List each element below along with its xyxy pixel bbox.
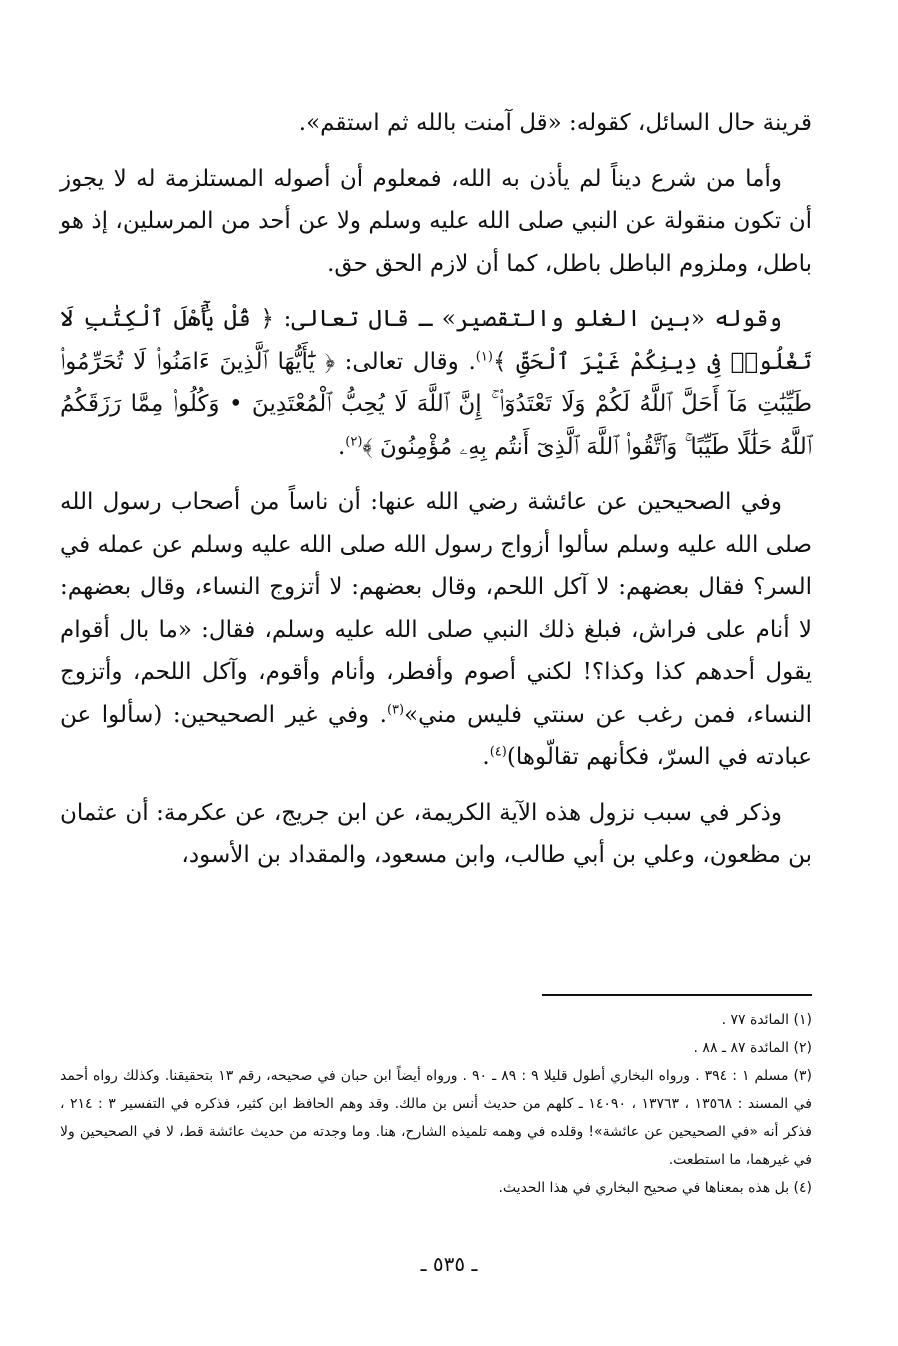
paragraph-3-intro: وقوله «بين الغلو والتقصير» ـ قال تعالى:	[283, 306, 783, 332]
paragraph-3: وقوله «بين الغلو والتقصير» ـ قال تعالى: ﴿ قُلْ يَٰٓأَهْلَ ٱلْكِتَٰبِ لَا تَغْلُوا۟ فِى دِينِكُمْ غَيْرَ ٱلْحَقِّ ﴾$^{(١)}$. وقال تعالى: ﴿ يَٰٓأَيُّهَا ٱلَّذِينَ ءَامَنُوا۟ لَا تُحَرِّمُوا۟ طَيِّبَٰتِ مَآ أَحَلَّ ٱللَّهُ لَكُمْ وَلَا تَعْتَدُوٓا۟ ۚ إِنَّ ٱللَّهَ لَا يُحِبُّ ٱلْمُعْتَدِينَ • وَكُلُوا۟ مِمَّا رَزَقَكُمُ ٱللَّهُ حَلَٰلًا طَيِّبًا ۚ وَٱتَّقُوا۟ ٱللَّهَ ٱلَّذِىٓ أَنتُم بِهِۦ مُؤْمِنُونَ ﴾$^{(٢)}$.	[60, 306, 813, 460]
paragraph-3-mid: . وقال تعالى:	[344, 348, 476, 375]
quran-verse-2: ﴿ يَٰٓأَيُّهَا ٱلَّذِينَ ءَامَنُوا۟ لَا تُحَرِّمُوا۟ طَيِّبَٰتِ مَآ أَحَلَّ ٱللَّهُ لَكُمْ وَلَا تَعْتَدُوٓا۟ ۚ إِنَّ ٱللَّهَ لَا يُحِبُّ ٱلْمُعْتَدِينَ • وَكُلُوا۟ مِمَّا رَزَقَكُمُ ٱللَّهُ حَلَٰلًا طَيِّبًا ۚ وَٱتَّقُوا۟ ٱللَّهَ ٱلَّذِىٓ أَنتُم بِهِۦ مُؤْمِنُونَ ﴾	[60, 348, 812, 460]
footnote-3: (٣) مسلم ١ : ٣٩٤ . ورواه البخاري أطول قليلا ٩ : ٨٩ ـ ٩٠ . ورواه أيضاً ابن حبان في صحيحه، رقم ١٣ بتحقيقنا. وكذلك رواه أحمد في المسند : ١٣٥٦٨ ، ١٣٧٦٣ ، ١٤٠٩٠ ـ كلهم من حديث أنس بن مالك. وقد وهم الحافظ ابن كثير، فذكره في التفسير ٣ : ٢١٤ ، فذكر أنه «في الصحيحين عن عائشة»! وقلده في وهمه تلميذه الشارح، هنا. وما وجدته من حديث عائشة قط، لا في الصحيحين ولا في غيرهما، ما استطعت.	[60, 1068, 813, 1168]
quran-verse-1: ﴿ قُلْ يَٰٓأَهْلَ ٱلْكِتَٰبِ لَا تَغْلُوا۟ فِى دِينِكُمْ غَيْرَ ٱلْحَقِّ ﴾	[60, 306, 813, 375]
footnote-ref-4: (٤)	[489, 744, 507, 760]
footnote-ref-2: (٢)	[345, 433, 363, 449]
footnote-divider	[542, 994, 812, 996]
footnote-ref-3: (٣)	[386, 701, 405, 717]
footnote-2: (٢) المائدة ٨٧ ـ ٨٨ .	[693, 1040, 812, 1056]
paragraph-5: وذكر في سبب نزول هذه الآية الكريمة، عن ابن جريج، عن عكرمة: أن عثمان بن مظعون، وعلي بن أبي طالب، وابن مسعود، والمقداد بن الأسود،	[60, 799, 812, 868]
paragraph-4: وفي الصحيحين عن عائشة رضي الله عنها: أن ناساً من أصحاب رسول الله صلى الله عليه وسلم سألوا أزواج رسول الله صلى الله عليه وسلم عن عمله في السر؟ فقال بعضهم: لا آكل اللحم، وقال بعضهم: لا أتزوج النساء، وقال بعضهم: لا أنام على فراش، فبلغ ذلك النبي صلى الله عليه وسلم، فقال: «ما بال أقوام يقول أحدهم كذا وكذا؟! لكني أصوم وأفطر، وأنام وأقوم، وآكل اللحم، وأتزوج النساء، فمن رغب عن سنتي فليس مني»$^{(٣)}$. وفي غير الصحيحين: (سألوا عن عبادته في السرّ، فكأنهم تقالّوها)$^{(٤)}$.	[60, 489, 812, 770]
paragraph-2: وأما من شرع ديناً لم يأذن به الله، فمعلوم أن أصوله المستلزمة له لا يجوز أن تكون منقولة عن النبي صلى الله عليه وسلم ولا عن أحد من المرسلين، إذ هو باطل، وملزوم الباطل باطل، كما أن لازم الحق حق.	[60, 165, 812, 277]
footnote-1: (١) المائدة ٧٧ .	[721, 1012, 812, 1028]
footnote-ref-1: (١)	[475, 348, 493, 364]
footnote-4: (٤) بل هذه بمعناها في صحيح البخاري في هذا الحديث.	[498, 1180, 812, 1196]
footnotes	[60, 1006, 812, 1202]
paragraph-1: قرينة حال السائل، كقوله: «قل آمنت بالله ثم استقم».	[298, 110, 812, 136]
main-text	[60, 102, 812, 877]
page-number: ـ ٥٣٥ ـ	[420, 1252, 478, 1276]
